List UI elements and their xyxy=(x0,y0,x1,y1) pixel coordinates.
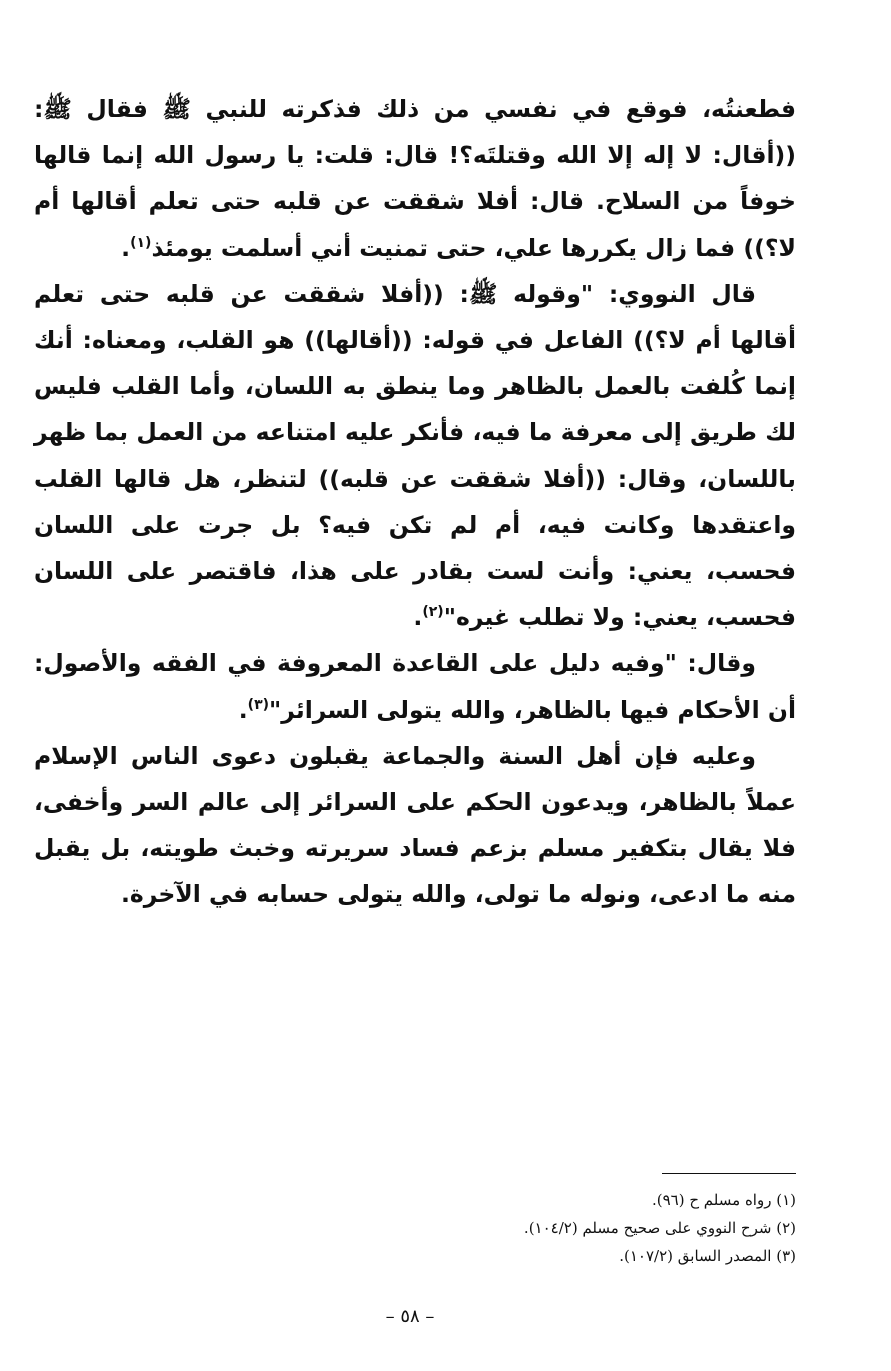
paragraph-nawawi-quote xyxy=(34,271,796,641)
paragraph-conclusion xyxy=(34,733,796,918)
footnote-reference: (٣) xyxy=(247,696,270,713)
paragraph-text: وعليه فإن أهل السنة والجماعة يقبلون دعوى الناس الإسلام عملاً بالظاهر، ويدعون الحكم على السرائر إلى عالم السر وأخفى، فلا يقال بتكفير مسلم بزعم فساد سريرته وخبث طويته، بل يقبل منه ما ادعى، ونوله ما تولى، والله يتولى حسابه في الآخرة. xyxy=(34,741,796,909)
sentence-end: . xyxy=(121,233,131,262)
sentence-end: . xyxy=(238,695,248,724)
footnote-item: (٢) شرح النووي على صحيح مسلم (١٠٤/٢). xyxy=(523,1219,796,1237)
paragraph-rule xyxy=(34,640,796,732)
footnote-reference: (٢) xyxy=(422,604,444,621)
footnote-divider xyxy=(662,1173,796,1174)
paragraph-text: فطعنتُه، فوقع في نفسي من ذلك فذكرته للنبي ﷺ فقال ﷺ: ((أقال: لا إله إلا الله وقتلتَه؟! قال: قلت: يا رسول الله إنما قالها خوفاً من السلاح. قال: أفلا شققت عن قلبه حتى تعلم أقالها أم لا؟)) فما زال يكررها علي، حتى تمنيت أني أسلمت يومئذ xyxy=(34,95,796,262)
footnote-item: (٣) المصدر السابق (١٠٧/٢). xyxy=(619,1247,796,1265)
footnote-reference: (١) xyxy=(130,234,152,251)
main-text xyxy=(34,86,796,918)
page-number: – ٥٨ – xyxy=(385,1306,435,1327)
paragraph-text: قال النووي: "وقوله ﷺ: ((أفلا شققت عن قلبه حتى تعلم أقالها أم لا؟)) الفاعل في قوله: ((أقالها)) هو القلب، ومعناه: أنك إنما كُلفت بالعمل بالظاهر وما ينطق به اللسان، وأما القلب فليس لك طريق إلى معرفة ما فيه، فأنكر عليه امتناعه من العمل بما ظهر باللسان، وقال: ((أفلا شققت عن قلبه)) لتنظر، هل قالها القلب واعتقدها وكانت فيه، أم لم تكن فيه؟ بل جرت على اللسان فحسب، يعني: وأنت لست بقادر على هذا، فاقتصر على اللسان فحسب، يعني: ولا تطلب غيره" xyxy=(34,279,796,632)
paragraph-text: وقال: "وفيه دليل على القاعدة المعروفة في الفقه والأصول: أن الأحكام فيها بالظاهر، والله يتولى السرائر" xyxy=(34,649,796,724)
footnotes xyxy=(300,1186,796,1270)
paragraph-hadith xyxy=(34,86,796,271)
footnote-item: (١) رواه مسلم ح (٩٦). xyxy=(651,1191,796,1209)
sentence-end: . xyxy=(413,603,423,632)
